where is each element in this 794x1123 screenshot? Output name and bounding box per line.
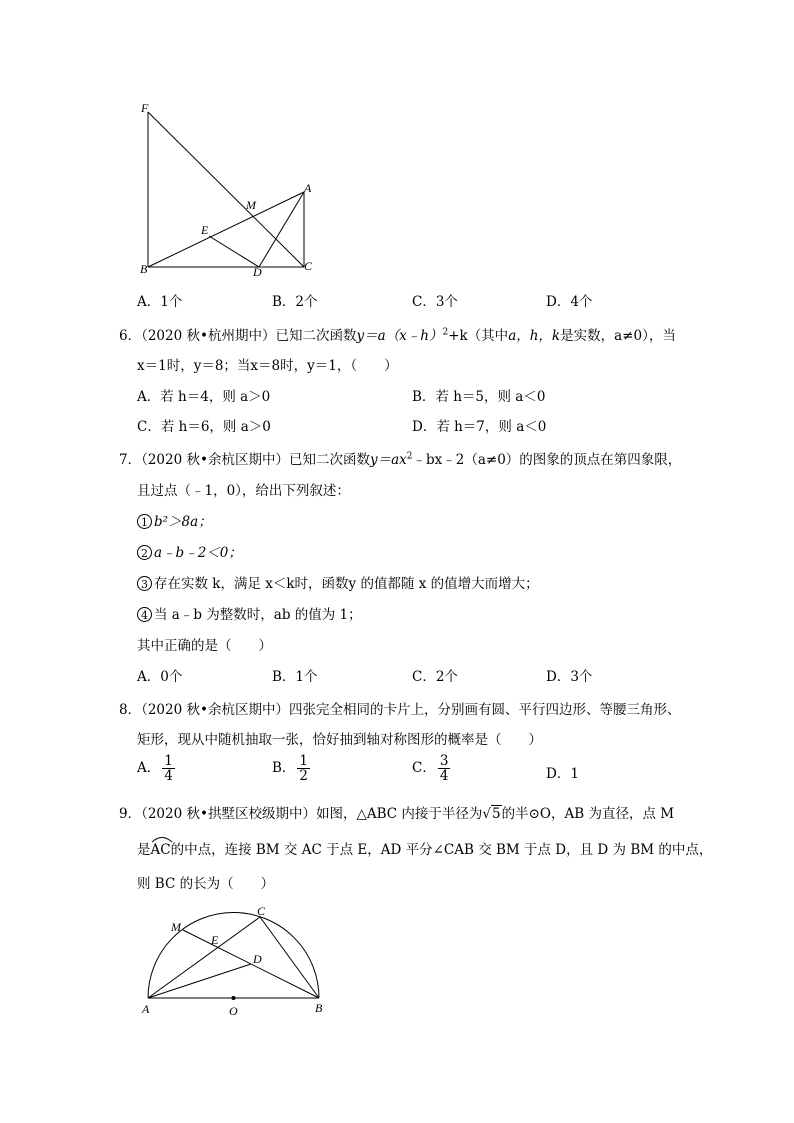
q6-cond: a≠0），当 — [614, 328, 676, 344]
q7-line-2: 且过点（﹣1，0），给出下列叙述： — [137, 483, 350, 499]
q8-number: 8． — [119, 702, 142, 718]
q8-option-a: A． $\frac{1}{4}$ — [137, 753, 173, 785]
q7-option-a: A．0个 — [137, 669, 183, 685]
q8-option-d: D．1 — [546, 766, 579, 782]
label-C: C — [257, 904, 266, 918]
label-M: M — [246, 198, 256, 212]
q7-formula: y＝ax — [369, 452, 407, 468]
q7-line-1: 7．（2020 秋•余杭区期中）已知二次函数$y=ax^2﹣bx﹣2(a\ne 0)$的图象的顶点在第四象限， — [119, 451, 682, 468]
q5-option-a: A．1个 — [137, 294, 183, 310]
center-point-o — [232, 996, 236, 1000]
q7-source: （2020 秋•余杭区期中） — [141, 452, 289, 468]
label-C: C — [304, 259, 313, 273]
label-E: E — [201, 223, 209, 237]
arc-icon — [151, 835, 173, 843]
label-D: D — [253, 265, 262, 279]
q9-line-2: 是 AC的中点，连接 BM 交 AC 于点 E，AD 平分∠CAB 交 BM 于点 D，且 D 为 BM 的中点， — [137, 838, 712, 858]
q6-formula: y＝a（x﹣h） — [356, 328, 443, 344]
label-B: B — [315, 1001, 323, 1015]
q6-option-b: B．若 h＝5，则 a＜0 — [412, 389, 546, 405]
q7-item-3: 3 存在实数 k，满足 x＜k时，函数y 的值都随 x 的值增大而增大； — [137, 572, 539, 592]
circled-number-icon: 3 — [137, 576, 152, 591]
label-O: O — [229, 1004, 238, 1018]
q5-option-b: B．2个 — [272, 294, 318, 310]
q6-stem-a: 已知二次函数 — [275, 328, 357, 344]
q7-option-b: B．1个 — [272, 669, 318, 685]
q9-source: （2020 秋•拱墅区校级期中） — [141, 806, 316, 822]
sqrt-icon: √5 — [482, 806, 501, 822]
fraction: $\frac{3}{4}$ — [439, 753, 449, 785]
fraction: $\frac{1}{4}$ — [164, 753, 173, 785]
label-A: A — [142, 1002, 150, 1016]
fraction: $\frac{1}{2}$ — [299, 753, 309, 785]
circled-number-icon: 1 — [137, 514, 152, 529]
q6-option-d: D．若 h＝7，则 a＜0 — [412, 419, 547, 435]
circled-number-icon: 4 — [137, 607, 152, 622]
arc-ac: AC — [151, 842, 171, 858]
q9-line-1: 9．（2020 秋•拱墅区校级期中）如图，△ABC 内接于半径为√5的半⊙O，AB 为直径，点 M — [119, 806, 675, 822]
q5-option-c: C．3个 — [412, 294, 458, 310]
q7-stem-a: 已知二次函数 — [288, 452, 370, 468]
q7-item-4: 4 当 a﹣b 为整数时，ab 的值为 1； — [137, 603, 362, 623]
q8-option-b: B． $\frac{1}{2}$ — [272, 753, 309, 785]
q8-source: （2020 秋•余杭区期中） — [141, 702, 289, 718]
label-M: M — [171, 920, 181, 934]
q7-question: 其中正确的是（ ） — [137, 638, 272, 654]
q9-line-3: 则 BC 的长为（ ） — [137, 876, 275, 892]
q6-source: （2020 秋•杭州期中） — [141, 328, 276, 344]
q6-line-1: 6．（2020 秋•杭州期中）已知二次函数y＝a（x﹣h）$^2$+k（其中a，h，k是实数，a≠0），当 — [119, 327, 676, 344]
q6-formula-tail: +k（其中 — [448, 328, 509, 344]
q7-item-2: 2 a﹣b﹣2＜0； — [137, 541, 242, 561]
q7-option-c: C．2个 — [412, 669, 458, 685]
circled-number-icon: 2 — [137, 545, 152, 560]
q8-line-2: 矩形，现从中随机抽取一张，恰好抽到轴对称图形的概率是（ ） — [137, 732, 542, 748]
label-E: E — [211, 933, 219, 947]
geometry-figure-2 — [135, 900, 335, 1020]
q7-formula-tail: ﹣bx﹣2（a≠0）的图象的顶点在第四象限， — [412, 452, 682, 468]
label-D: D — [253, 952, 262, 966]
q8-option-c: C． $\frac{3}{4}$ — [412, 753, 449, 785]
label-B: B — [140, 262, 148, 276]
q6-line-2: x＝1时，y＝8；当x＝8时，y＝1，（ ） — [137, 358, 398, 374]
q6-option-c: C．若 h＝6，则 a＞0 — [137, 419, 271, 435]
q9-number: 9． — [119, 806, 142, 822]
q7-number: 7． — [119, 452, 142, 468]
q8-line-1: 8．（2020 秋•余杭区期中）四张完全相同的卡片上，分别画有圆、平行四边形、等腰三角形、 — [119, 702, 681, 718]
q6-stem-b: 是实数， — [560, 328, 615, 344]
q7-option-d: D．3个 — [546, 669, 593, 685]
geometry-figure-1 — [130, 98, 330, 283]
label-F: F — [141, 101, 149, 115]
label-A: A — [304, 181, 312, 195]
q5-option-d: D．4个 — [546, 294, 593, 310]
q6-number: 6． — [119, 328, 142, 344]
q6-option-a: A．若 h＝4，则 a＞0 — [137, 389, 271, 405]
q7-item-1: 1 b²＞8a； — [137, 510, 212, 530]
q6-vars: a，h，k — [508, 328, 561, 344]
